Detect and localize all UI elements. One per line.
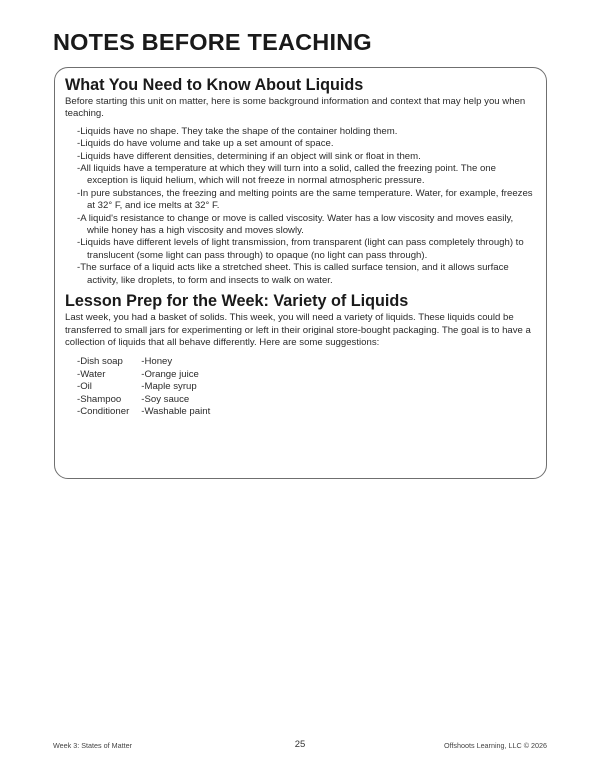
list-item: -Soy sauce xyxy=(141,393,190,405)
liquids-heading: What You Need to Know About Liquids xyxy=(65,76,364,94)
liquid-facts-list xyxy=(77,126,535,287)
list-item: -Liquids do have volume and take up a set amount of space. xyxy=(77,138,334,150)
list-item: -Shampoo xyxy=(77,393,122,405)
list-item: -In pure substances, the freezing and melting points are the same temperature. Water, for example, freezes at 32° F, and ice melts at 32° F. xyxy=(77,187,533,212)
list-item: -Water xyxy=(77,368,106,380)
list-item: -Maple syrup xyxy=(141,381,197,393)
list-item: -Dish soap xyxy=(77,356,123,368)
page-number: 25 xyxy=(294,739,306,750)
list-item: -Oil xyxy=(77,381,92,393)
prep-text: Last week, you had a basket of solids. This week, you will need a variety of liquids. These liquids could be transferred to small jars for experimenting or left in their original store-bought packaging. The goal is to have a collection of liquids that all behave differently. Here are some suggestions: xyxy=(65,312,531,348)
prep-heading: Lesson Prep for the Week: Variety of Liquids xyxy=(65,292,409,311)
page-title: NOTES BEFORE TEACHING xyxy=(53,29,372,55)
liquids-intro: Before starting this unit on matter, here is some background information and context that may help you when teaching. xyxy=(65,96,526,120)
supplies-column-b xyxy=(141,356,210,418)
supplies-column-a xyxy=(77,356,129,418)
list-item: -Orange juice xyxy=(141,368,199,380)
footer-week-label: Week 3: States of Matter xyxy=(53,741,132,750)
notes-card xyxy=(54,67,547,479)
list-item: -Liquids have different levels of light transmission, from transparent (light can pass completely through) to translucent (some light can pass through) to opaque (no light can pass through). xyxy=(77,237,524,261)
list-item: -The surface of a liquid acts like a stretched sheet. This is called surface tension, and it allows surface activity, like droplets, to form and insects to walk on water. xyxy=(77,262,509,286)
list-item: -All liquids have a temperature at which they will turn into a solid, called the freezing point. The one exception is liquid helium, which will not freeze in normal atmospheric pressure. xyxy=(77,163,496,187)
supplies-list xyxy=(77,356,535,418)
list-item: -Liquids have no shape. They take the shape of the container holding them. xyxy=(77,125,398,137)
list-item: -Honey xyxy=(141,356,173,368)
footer-copyright: Offshoots Learning, LLC © 2026 xyxy=(443,741,547,750)
list-item: -Conditioner xyxy=(77,405,130,417)
list-item: -Washable paint xyxy=(141,405,211,417)
list-item: -Liquids have different densities, determining if an object will sink or float in them. xyxy=(77,150,421,162)
list-item: -A liquid's resistance to change or move is called viscosity. Water has a low viscosity and moves easily, while honey has a high viscosity and moves slowly. xyxy=(77,212,514,237)
